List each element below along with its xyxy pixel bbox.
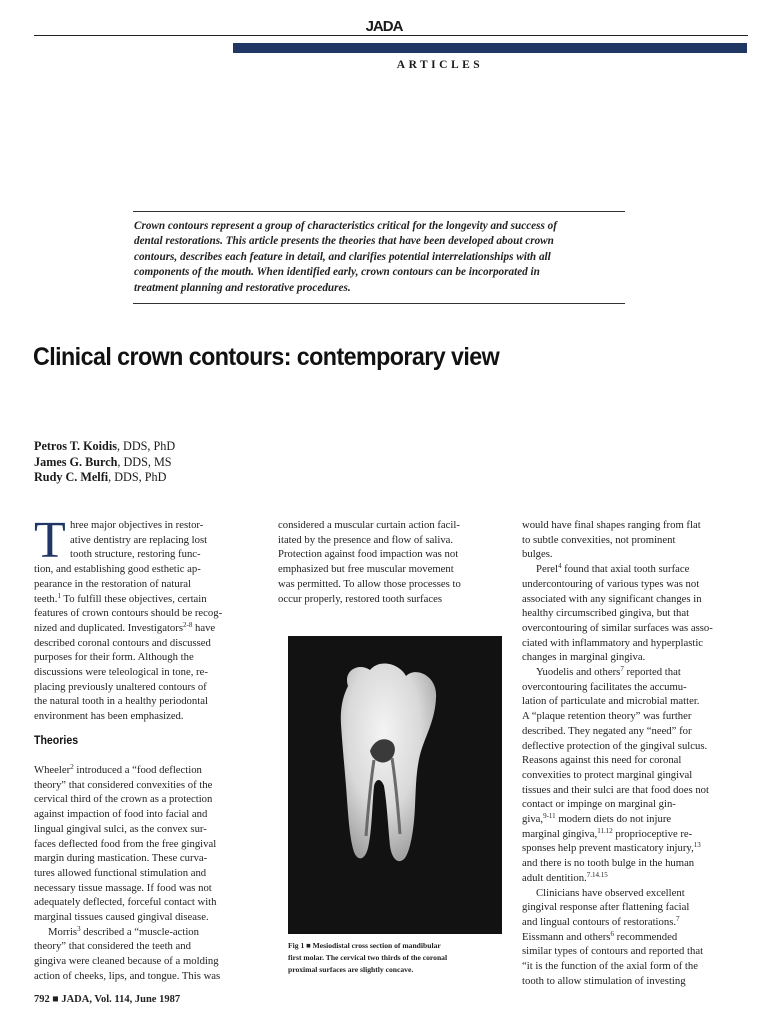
citation-superscript: 7	[620, 665, 624, 674]
journal-logo: JADA	[343, 18, 425, 35]
text-line: described coronal contours and discussed	[34, 636, 211, 649]
text-line: overcontouring of similar surfaces was asso-	[522, 621, 713, 634]
page-footer: 792 ■ JADA, Vol. 114, June 1987	[34, 994, 181, 1005]
text-line: gingival response after flattening facial	[522, 901, 690, 914]
text-fragment: modern diets do not injure	[555, 813, 672, 826]
author	[34, 439, 175, 455]
author-name: Rudy C. Melfi	[34, 470, 109, 484]
caption-line: proximal surfaces are slightly concave.	[288, 965, 414, 974]
text-line: contact or impinge on marginal gin-	[522, 798, 676, 811]
text-line: Protection against food impaction was not	[278, 548, 459, 561]
text-line: action of cheeks, lips, and tongue. This was	[34, 969, 221, 982]
text-fragment: have	[192, 621, 216, 634]
citation-superscript: 9-11	[543, 812, 556, 821]
abstract	[134, 219, 626, 296]
citation-superscript: 4	[557, 562, 562, 571]
text-line: tissues and their sulci are that food does not	[522, 783, 709, 796]
text-fragment: Eissmann and others	[522, 930, 611, 943]
text-line: tooth to allow stimulation of investing	[522, 974, 686, 987]
text-fragment: sponses help prevent masticatory injury,	[522, 842, 694, 855]
text-line	[34, 592, 262, 607]
citation-superscript: 7	[676, 914, 680, 923]
citation-superscript: 13	[693, 841, 701, 850]
text-fragment: proprioceptive re-	[612, 827, 693, 840]
text-line: hree major objectives in restor-	[70, 519, 204, 531]
author-list	[34, 439, 175, 486]
text-line: would have final shapes ranging from flat	[522, 519, 701, 531]
text-fragment: introduced a “food deflection	[73, 764, 202, 776]
abstract-bottom-rule	[133, 303, 625, 304]
section-heading-theories: Theories	[34, 735, 79, 747]
caption-line: first molar. The cervical two thirds of the coronal	[288, 953, 448, 962]
abstract-line: treatment planning and restorative procedures.	[134, 281, 351, 294]
caption-line: Fig 1 ■ Mesiodistal cross section of mandibular	[288, 941, 441, 950]
text-line: gingiva were cleaned because of a molding	[34, 955, 219, 968]
text-fragment: Morris	[48, 925, 78, 938]
text-fragment: Wheeler	[34, 764, 71, 776]
text-line: necessary tissue massage. If food was not	[34, 881, 212, 894]
abstract-top-rule	[133, 211, 625, 212]
text-fragment: nized and duplicated. Investigators	[34, 621, 183, 634]
text-line: purposes for their form. Although the	[34, 651, 194, 664]
text-line: pearance in the restoration of natural	[34, 577, 191, 590]
citation-superscript: 3	[77, 924, 81, 933]
text-line	[522, 871, 750, 886]
text-line: adequately deflected, forceful contact with	[34, 896, 217, 909]
text-line: was permitted. To allow those processes to	[278, 577, 461, 590]
text-line: marginal tissues caused gingival disease.	[34, 911, 209, 924]
header-rule	[34, 35, 748, 36]
text-fragment: found that axial tooth surface	[561, 563, 690, 576]
text-line: and there is no tooth bulge in the human	[522, 857, 695, 870]
author-degrees: , DDS, PhD	[108, 470, 167, 484]
text-line: ciated with inflammatory and hyperplastic	[522, 636, 704, 649]
figure-caption	[288, 940, 508, 976]
column-2	[278, 518, 506, 606]
text-line: A “plaque retention theory” was further	[522, 710, 692, 723]
text-line	[522, 562, 750, 577]
text-line: itated by the presence and flow of saliva.	[278, 533, 454, 546]
text-line: theory” that considered the teeth and	[34, 940, 191, 953]
author	[34, 470, 175, 486]
citation-superscript: 2	[70, 763, 74, 771]
text-line: changes in marginal gingiva.	[522, 651, 646, 664]
text-line: faces deflected food from the free gingival	[34, 837, 217, 850]
abstract-line: Crown contours represent a group of characteristics critical for the longevity and success of	[134, 220, 557, 232]
text-line: tures allowed functional stimulation and	[34, 866, 207, 879]
text-line: associated with any significant changes in	[522, 592, 702, 605]
author-degrees: , DDS, PhD	[116, 439, 176, 453]
text-line: Reasons against this need for coronal	[522, 754, 682, 767]
text-line	[522, 665, 750, 680]
text-line: against impaction of food into facial and	[34, 808, 208, 821]
text-line: features of crown contours should be recog-	[34, 607, 223, 620]
citation-superscript: 6	[610, 929, 614, 938]
text-line: emphasized but free muscular movement	[278, 563, 454, 576]
abstract-line: dental restorations. This article presents the theories that have been developed about crown	[134, 235, 554, 248]
text-line: placing previously unaltered contours of	[34, 680, 207, 693]
text-fragment: marginal gingiva,	[522, 827, 598, 840]
text-line: Clinicians have observed excellent	[536, 886, 685, 899]
abstract-line: components of the mouth. When identified early, crown contours can be incorporated in	[134, 266, 540, 279]
text-line: ative dentistry are replacing lost	[70, 533, 208, 546]
text-line: discussions were teleological in tone, re-	[34, 666, 208, 679]
text-line: occur properly, restored tooth surfaces	[278, 592, 443, 605]
author	[34, 455, 175, 471]
text-line	[522, 827, 750, 842]
text-line: described. They negated any “need” for	[522, 724, 692, 737]
text-fragment: teeth.	[34, 592, 58, 605]
text-line: undercontouring of various types was not	[522, 577, 700, 590]
text-line: cervical third of the crown as a protection	[34, 793, 213, 806]
text-fragment: Perel	[536, 563, 558, 576]
abstract-line: contours, describes each feature in detail, and clarifies potential interrelationships with all	[134, 250, 551, 263]
text-line: convexities to protect marginal gingival	[522, 768, 693, 781]
text-fragment: giva,	[522, 813, 544, 826]
text-line	[522, 930, 750, 945]
text-line: theory” that considered convexities of the	[34, 778, 213, 791]
text-fragment: described a “muscle-action	[80, 925, 199, 938]
author-name: James G. Burch	[34, 454, 118, 469]
drop-cap: T	[34, 512, 66, 569]
text-line: bulges.	[522, 548, 553, 561]
author-name: Petros T. Koidis	[34, 439, 117, 453]
section-color-bar	[233, 43, 747, 53]
text-line: considered a muscular curtain action facil-	[278, 519, 460, 531]
text-line	[34, 763, 262, 778]
text-line: “it is the function of the axial form of the	[522, 960, 698, 973]
text-fragment: reported that	[623, 666, 681, 679]
text-fragment: To fulfill these objectives, certain	[60, 592, 207, 605]
column-1-intro	[34, 512, 262, 724]
column-3	[522, 518, 750, 989]
text-line: tion, and establishing good esthetic ap-	[34, 563, 201, 576]
citation-superscript: 1	[57, 591, 61, 600]
text-line: lingual gingival sulci, as the convex sur-	[34, 822, 207, 835]
text-line: margin during mastication. These curva-	[34, 852, 208, 865]
text-line	[34, 925, 262, 940]
text-line: healthy circumscribed gingiva, but that	[522, 607, 690, 620]
text-line: the natural tooth in a healthy periodontal	[34, 695, 208, 708]
citation-superscript: 11.12	[597, 826, 613, 835]
text-line: tooth structure, restoring func-	[70, 548, 201, 561]
column-1-theories	[34, 763, 262, 984]
text-line	[522, 812, 750, 827]
text-fragment: and lingual contours of restorations.	[522, 915, 677, 928]
author-degrees: , DDS, MS	[117, 454, 172, 469]
citation-superscript: 2-8	[182, 620, 193, 629]
citation-superscript: 7.14.15	[586, 870, 608, 879]
text-line: similar types of contours and reported that	[522, 945, 704, 958]
text-line: overcontouring facilitates the accumu-	[522, 680, 687, 693]
text-line	[34, 621, 262, 636]
text-fragment: recommended	[613, 930, 678, 943]
tooth-cross-section-photo	[288, 636, 502, 934]
text-line	[522, 841, 750, 856]
text-line: to subtle convexities, not prominent	[522, 533, 676, 546]
text-line: environment has been emphasized.	[34, 710, 184, 723]
text-fragment: Yuodelis and others	[536, 666, 621, 679]
tooth-illustration	[288, 636, 502, 934]
text-line: lation of particulate and microbial matter.	[522, 695, 700, 708]
text-line	[522, 915, 750, 930]
section-label: ARTICLES	[396, 59, 484, 71]
text-fragment: adult dentition.	[522, 871, 587, 884]
text-line: deflective protection of the gingival sulcus.	[522, 739, 708, 752]
article-title: Clinical crown contours: contemporary view	[33, 343, 500, 371]
